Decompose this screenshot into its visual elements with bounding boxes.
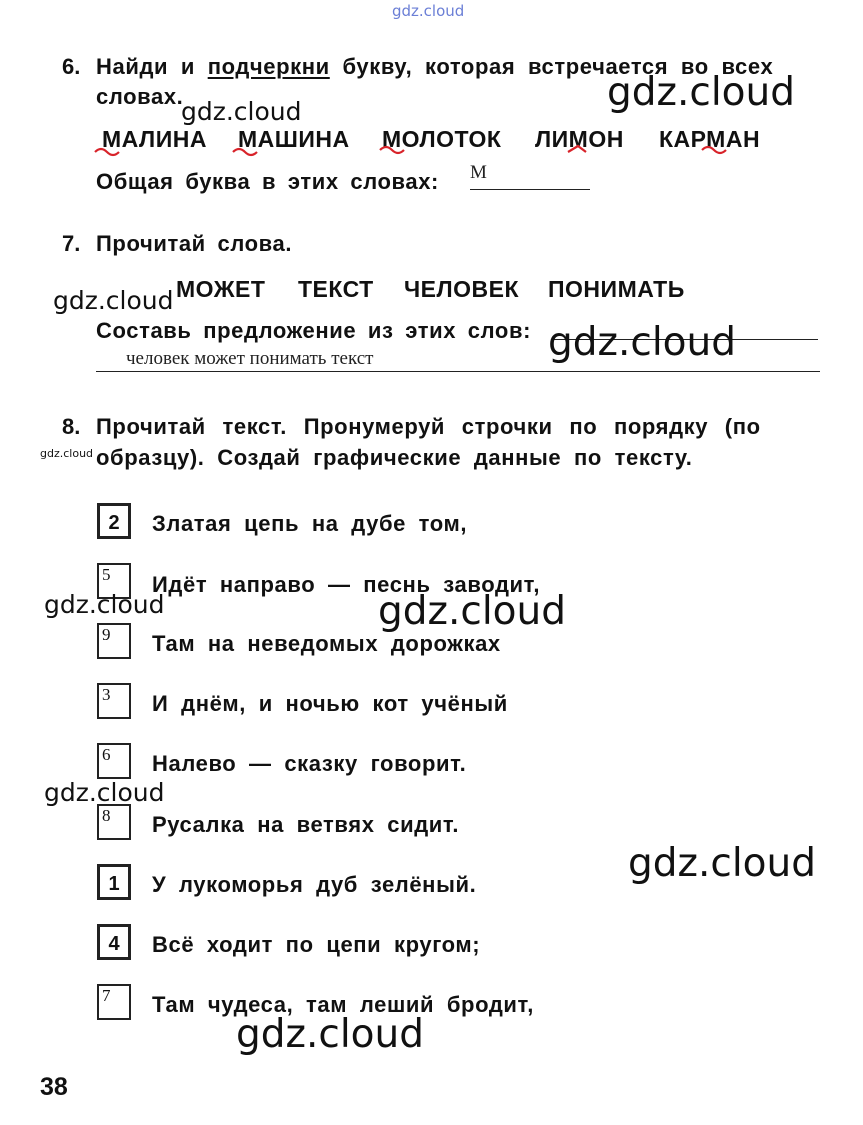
poem-line: У лукоморья дуб зелёный. [152,872,477,897]
line-number-box [97,864,131,900]
watermark-top: gdz.cloud [392,2,465,20]
watermark: gdz.cloud [628,841,816,886]
red-underline-marks [90,140,780,160]
line-number-box [97,683,131,719]
line-number-box [97,503,131,539]
task6-word: МОЛОТОК [382,126,502,152]
task6-underlined-word: подчеркни [207,54,330,79]
task6-instruction-line2: словах. [96,84,184,109]
task6-word: МАЛИНА [102,126,207,152]
line-number-box [97,924,131,960]
line-number-box [97,804,131,840]
handwritten-number: 7 [102,986,111,1005]
task8-instruction-line2: образцу). Создай графические данные по тексту. [96,445,693,470]
watermark: gdz.cloud [181,97,302,126]
watermark: gdz.cloud [40,447,94,460]
task7-compose-label: Составь предложение из этих слов: [96,318,531,343]
poem-line: Русалка на ветвях сидит. [152,812,460,837]
task6-text-a: Найди и [96,54,208,79]
handwritten-number: 8 [102,806,111,825]
task6-answer: М [470,162,487,183]
task6-word: МАШИНА [238,126,350,152]
poem-line: Всё ходит по цепи кругом; [152,932,481,957]
watermark: gdz.cloud [44,590,165,619]
watermark: gdz.cloud [53,286,174,315]
poem-line: Златая цепь на дубе том, [152,511,468,536]
task7-instruction: Прочитай слова. [96,231,293,256]
poem-line: Там на неведомых дорожках [152,631,501,656]
line-number-box [97,984,131,1020]
task6-word: КАРМАН [659,126,761,152]
task6-text-b: букву, которая встречается во всех [329,54,774,79]
task6-number: 6. [62,54,81,79]
handwritten-number: 5 [102,565,111,584]
task6-answer-label: Общая буква в этих словах: [96,169,439,194]
task7-answer: человек может понимать текст [126,348,374,369]
watermark: gdz.cloud [548,320,736,365]
task8-number: 8. [62,414,81,439]
handwritten-number: 9 [102,625,111,644]
task7-word: ТЕКСТ [298,276,374,302]
watermark: gdz.cloud [44,778,165,807]
task7-number: 7. [62,231,81,256]
page-number: 38 [40,1073,68,1101]
task7-word: МОЖЕТ [176,276,266,302]
task6-answer-line [470,189,590,190]
poem-line: И днём, и ночью кот учёный [152,691,508,716]
line-number-box [97,743,131,779]
task8-instruction-line1: Прочитай текст. Пронумеруй строчки по порядку (по [96,414,761,439]
printed-number: 4 [108,933,120,955]
watermark: gdz.cloud [607,70,795,115]
poem-line: Налево — сказку говорит. [152,751,467,776]
poem-line: Идёт направо — песнь заводит, [152,572,541,597]
printed-number: 2 [108,512,120,534]
handwritten-number: 3 [102,685,111,704]
watermark: gdz.cloud [236,1012,424,1057]
handwritten-number: 6 [102,745,111,764]
task6-word: ЛИМОН [535,126,624,152]
poem-line: Там чудеса, там леший бродит, [152,992,534,1017]
task7-word: ЧЕЛОВЕК [404,276,520,302]
printed-number: 1 [108,873,120,895]
task7-answer-line2 [96,371,820,372]
task7-word: ПОНИМАТЬ [548,276,685,302]
watermark: gdz.cloud [378,589,566,634]
line-number-box [97,623,131,659]
